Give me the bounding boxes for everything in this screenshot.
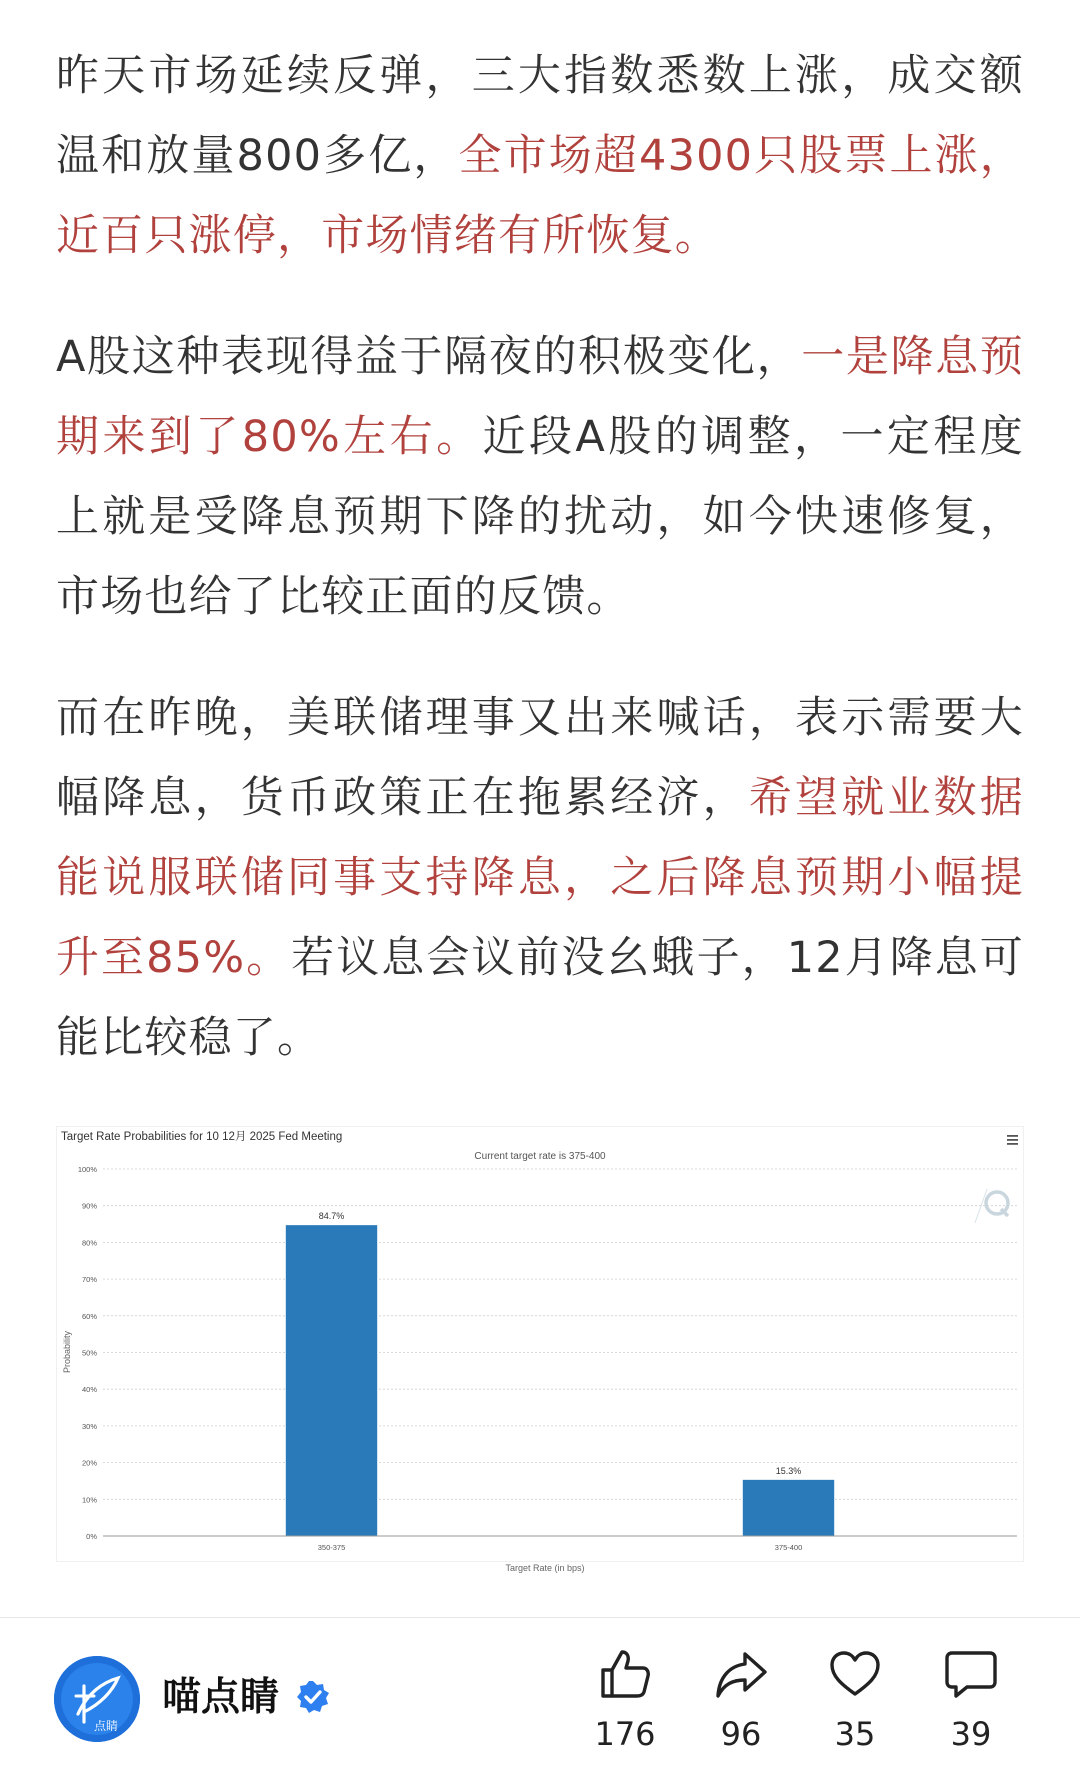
paragraph-3-highlight: 希望就业数据能说服联储同事支持降息，之后降息预期小幅提升至85%。 [56, 773, 1025, 983]
comment-button[interactable] [926, 1646, 1016, 1754]
article-body [56, 36, 1024, 1078]
y-tick-label: 60% [81, 1311, 97, 1321]
y-tick-label: 70% [81, 1275, 97, 1285]
like-button[interactable] [580, 1646, 670, 1754]
bar-375-400 [743, 1480, 834, 1536]
avatar-logo-icon [54, 1656, 140, 1742]
y-tick-label: 80% [81, 1238, 97, 1248]
thumbs-up-icon [597, 1646, 653, 1702]
paragraph-2 [56, 317, 1024, 637]
avatar-text: 点睛 [93, 1719, 119, 1733]
x-axis-label: Target Rate (in bps) [505, 1563, 585, 1573]
share-icon [713, 1646, 769, 1702]
x-tick-label: 350-375 [317, 1543, 346, 1552]
bar-data-label: 84.7% [318, 1211, 345, 1222]
x-axis-ticks [318, 1543, 803, 1552]
y-tick-label: 40% [81, 1385, 97, 1395]
author-name[interactable]: 喵点睛 [162, 1675, 280, 1720]
heart-icon [827, 1646, 883, 1702]
chart-title: Target Rate Probabilities for 10 12月 2025 Fed Meeting [61, 1131, 343, 1143]
paragraph-1-highlight: 全市场超4300只股票上涨，近百只涨停，市场情绪有所恢复。 [56, 131, 1025, 261]
hamburger-menu-icon[interactable] [1007, 1135, 1018, 1145]
paragraph-1-text-1: 昨天市场延续反弹，三大指数悉数上涨，成交额温和放量800多亿， [56, 51, 1024, 181]
y-tick-label: 30% [81, 1421, 97, 1431]
author-action-bar [0, 1618, 1080, 1780]
favorite-button[interactable] [810, 1646, 900, 1754]
paragraph-1 [56, 36, 1024, 276]
y-tick-label: 10% [81, 1495, 97, 1505]
fed-rate-chart-image[interactable] [56, 1126, 1024, 1573]
paragraph-2-text-2: 近段A股的调整，一定程度上就是受降息预期下降的扰动，如今快速修复，市场也给了比较正面的反馈。 [56, 412, 1024, 622]
verified-badge-icon [296, 1680, 330, 1714]
x-tick-label: 375-400 [774, 1543, 803, 1552]
y-tick-label: 0% [86, 1532, 97, 1541]
paragraph-3-text-2: 若议息会议前没幺蛾子，12月降息可能比较稳了。 [56, 933, 1024, 1063]
y-tick-label: 100% [77, 1165, 97, 1174]
fed-rate-chart [57, 1127, 1023, 1573]
paragraph-2-text-1: A股这种表现得益于隔夜的积极变化， [56, 332, 802, 382]
favorite-count: 35 [834, 1715, 876, 1753]
author-avatar[interactable] [54, 1656, 140, 1742]
share-button[interactable] [696, 1646, 786, 1754]
like-count: 176 [594, 1715, 656, 1753]
y-tick-label: 50% [81, 1348, 97, 1358]
bar-350-375 [286, 1225, 377, 1536]
y-axis-ticks [78, 1165, 98, 1541]
paragraph-2-highlight: 一是降息预期来到了80%左右。 [56, 332, 1024, 462]
y-axis-label: Probability [62, 1330, 72, 1374]
paragraph-3-text-1: 而在昨晚，美联储理事又出来喊话，表示需要大幅降息，货币政策正在拖累经济， [56, 693, 1024, 823]
y-tick-label: 90% [81, 1201, 97, 1211]
chart-subtitle: Current target rate is 375-400 [474, 1151, 606, 1162]
chart-bars [286, 1211, 834, 1536]
comment-icon [943, 1646, 999, 1702]
bar-data-label: 15.3% [775, 1465, 802, 1476]
share-count: 96 [720, 1715, 762, 1753]
paragraph-3 [56, 678, 1024, 1078]
chart-gridlines [103, 1169, 1017, 1499]
comment-count: 39 [950, 1715, 992, 1753]
y-tick-label: 20% [81, 1458, 97, 1468]
